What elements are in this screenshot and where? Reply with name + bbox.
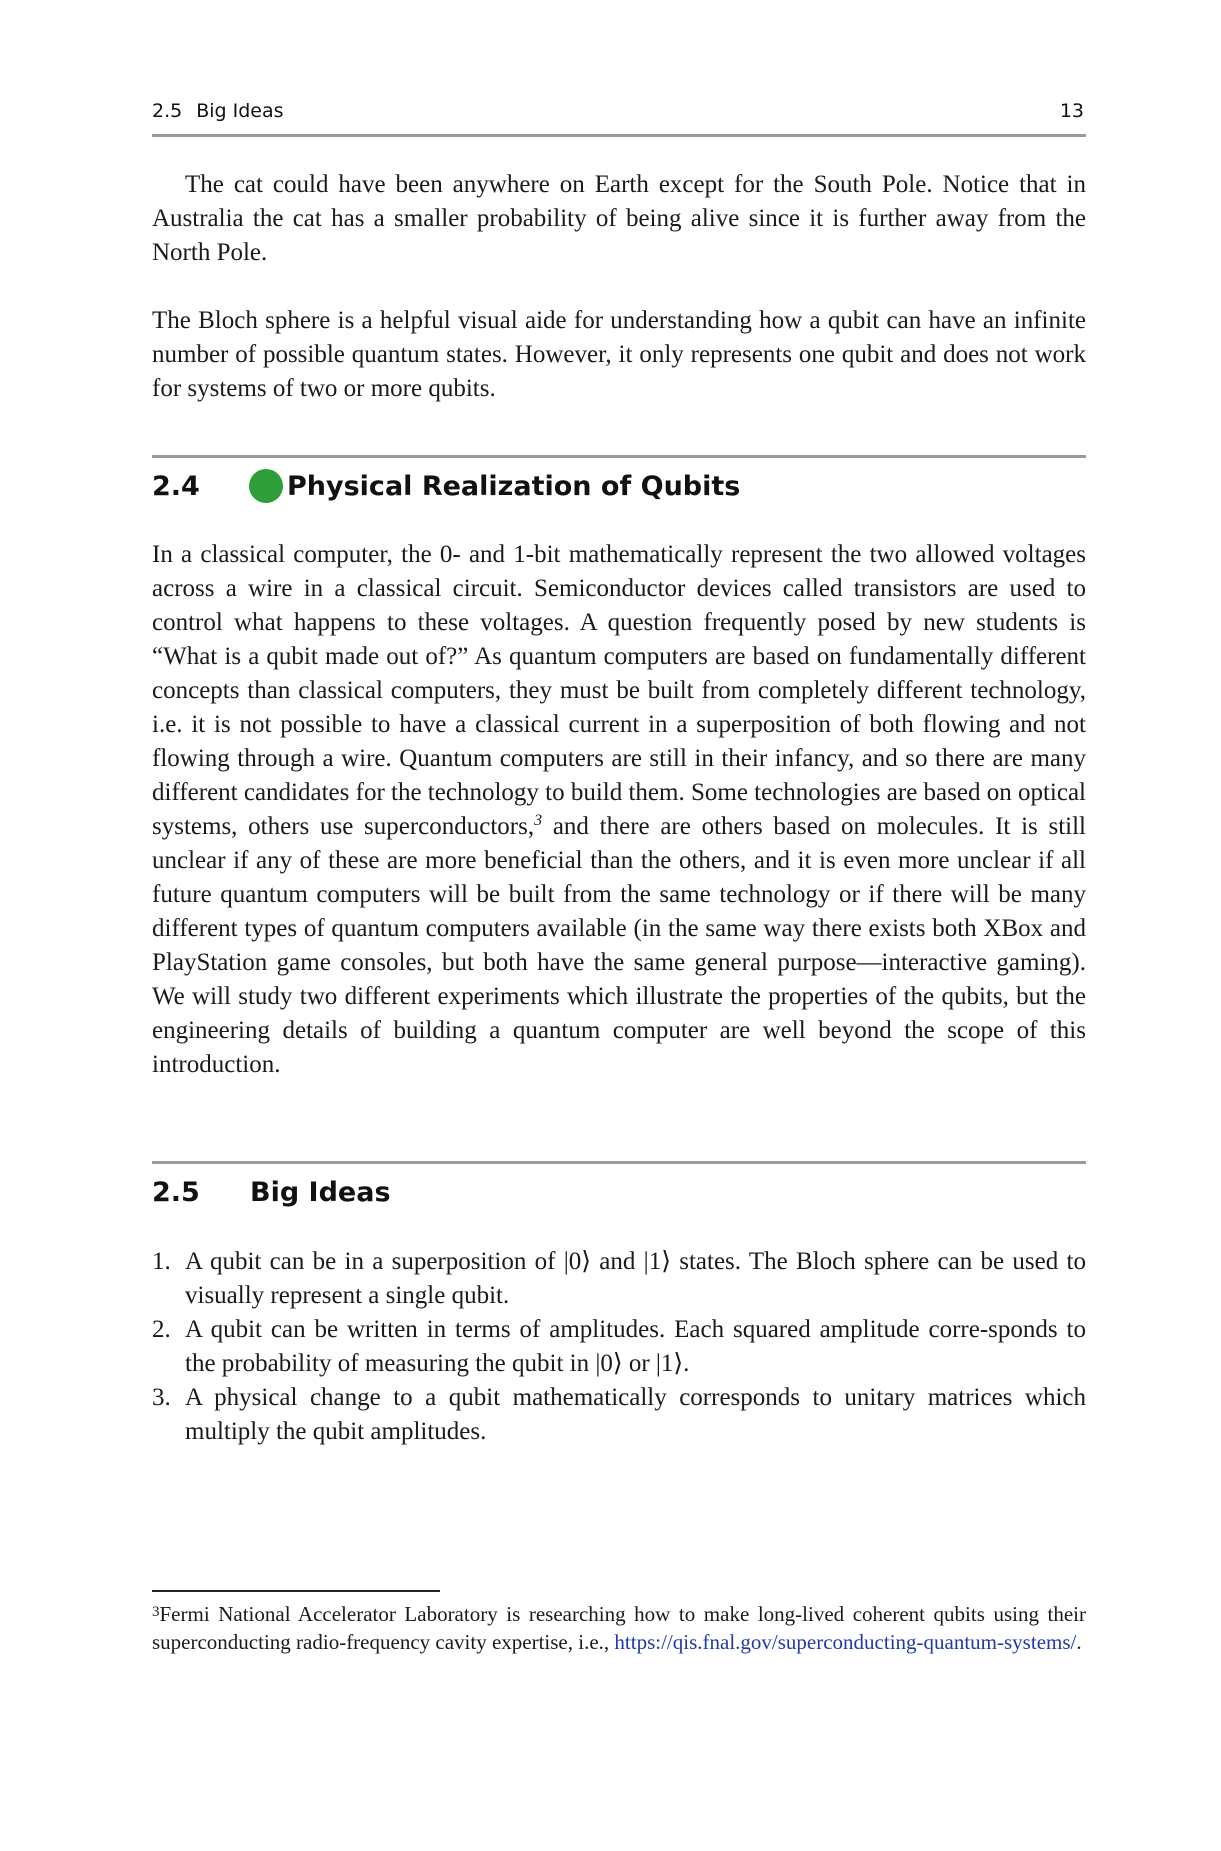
paragraph-text-part-2: and there are others based on molecules. It is still unclear if any of these are more beneficial than the others, and it is even more unclear if all future quantum computers will be built from the same technology or if there will be many different types of quantum computers available (in the same way there exists both XBox and PlayStation game consoles, but both have the same general purpose—interactive gaming). We will study two different experiments which illustrate the properties of the qubits, but the engineering details of building a quantum computer are well beyond the scope of this introduction. (152, 813, 1086, 1078)
section-title: Big Ideas (250, 1177, 391, 1208)
footnote-reference[interactable]: 3 (534, 812, 543, 829)
intro-block (152, 168, 1086, 270)
section-heading-2-5 (152, 1173, 1086, 1213)
intro-block-2 (152, 304, 1086, 406)
footnote-link[interactable]: https://qis.fnal.gov/superconducting-quantum-systems/ (614, 1630, 1077, 1654)
footnote-marker: 3 (152, 1604, 160, 1620)
list-marker: 1. (152, 1248, 171, 1275)
section-heading-2-4 (152, 467, 1086, 507)
list-marker: 3. (152, 1384, 171, 1411)
footnote (152, 1600, 1086, 1656)
page-number: 13 (1059, 100, 1084, 122)
footnote-trailing: . (1076, 1630, 1082, 1654)
green-circle-icon (249, 469, 283, 503)
section-number: 2.5 (152, 1177, 200, 1208)
footnote-text: Fermi National Accelerator Laboratory is researching how to make long-lived coherent qubits using their superconducting radio-frequency cavity expertise, i.e., (152, 1602, 1086, 1654)
list-item-text: A qubit can be in a superposition of |0⟩ and |1⟩ states. The Bloch sphere can be used to visually represent a single qubit. (185, 1248, 1086, 1309)
section-title: Physical Realization of Qubits (287, 471, 741, 502)
section-number: 2.4 (152, 471, 200, 502)
header-section-number: 2.5 (152, 100, 183, 122)
running-header (152, 96, 1086, 124)
list-marker: 2. (152, 1316, 171, 1343)
paragraph-text-part-1: In a classical computer, the 0- and 1-bit mathematically represent the two allowed voltages across a wire in a classical circuit. Semiconductor devices called transistors are used to control what happens to these voltages. A question frequently posed by new students is “What is a qubit made out of?” As quantum computers are based on fundamentally different concepts than classical computers, they must be built from completely different technology, i.e. it is not possible to have a classical current in a superposition of both flowing and not flowing through a wire. Quantum computers are still in their infancy, and so there are many different candidates for the technology to build them. Some technologies are based on optical systems, others use superconductors, (152, 541, 1086, 840)
section-2-4-paragraph (152, 538, 1086, 1082)
header-section (152, 100, 284, 122)
intro-paragraph-1: The cat could have been anywhere on Earth except for the South Pole. Notice that in Australia the cat has a smaller probability of being alive since it is further away from the North Pole. (152, 171, 1086, 266)
footnote-rule (152, 1590, 440, 1592)
header-section-title: Big Ideas (196, 100, 284, 122)
list-item-text: A physical change to a qubit mathematically corresponds to unitary matrices which multiply the qubit amplitudes. (185, 1384, 1086, 1445)
list-item (152, 1381, 1086, 1449)
list-item (152, 1245, 1086, 1313)
big-ideas-list-block (152, 1245, 1086, 1449)
section-rule-2-5 (152, 1161, 1086, 1164)
header-rule (152, 134, 1086, 137)
list-item (152, 1313, 1086, 1381)
big-ideas-list (152, 1245, 1086, 1449)
section-2-4-body (152, 538, 1086, 1082)
section-rule-2-4 (152, 455, 1086, 458)
intro-paragraph-2: The Bloch sphere is a helpful visual aide for understanding how a qubit can have an infinite number of possible quantum states. However, it only represents one qubit and does not work for systems of two or more qubits. (152, 307, 1086, 402)
list-item-text: A qubit can be written in terms of amplitudes. Each squared amplitude corre-sponds to the probability of measuring the qubit in |0⟩ or |1⟩. (185, 1316, 1086, 1377)
